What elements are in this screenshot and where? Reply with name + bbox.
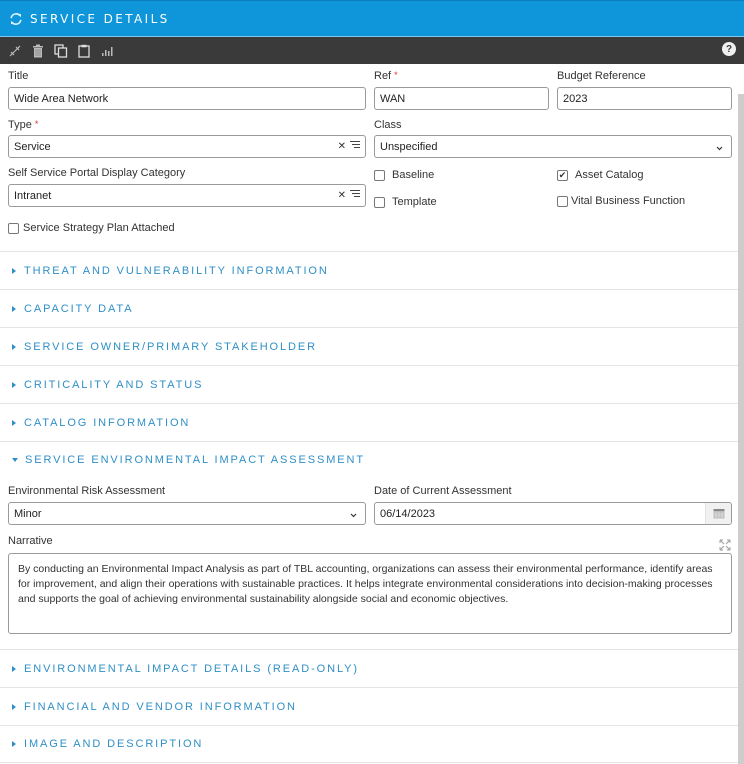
section-image-description[interactable] (0, 725, 738, 763)
section-label: CRITICALITY AND STATUS (24, 378, 204, 391)
checkbox-box[interactable] (557, 196, 568, 207)
vertical-scrollbar[interactable] (738, 94, 744, 764)
budget-reference-value: 2023 (563, 92, 588, 105)
required-marker: * (34, 119, 39, 129)
risk-assessment-select[interactable] (8, 502, 366, 525)
bar-chart-icon[interactable] (99, 43, 115, 59)
caret-right-icon (12, 306, 16, 312)
vital-business-function-checkbox[interactable] (557, 195, 685, 207)
type-value: Service (14, 140, 51, 153)
section-label: CATALOG INFORMATION (24, 416, 191, 429)
section-label: FINANCIAL AND VENDOR INFORMATION (24, 700, 297, 713)
copy-icon[interactable] (53, 43, 69, 59)
portal-category-value: Intranet (14, 189, 52, 202)
baseline-label: Baseline (392, 169, 435, 181)
chevron-down-icon (716, 143, 723, 154)
section-label: ENVIRONMENTAL IMPACT DETAILS (READ-ONLY) (24, 662, 359, 675)
risk-assessment-label: Environmental Risk Assessment (8, 485, 166, 497)
window-title: SERVICE DETAILS (30, 11, 170, 26)
ref-label (374, 70, 398, 82)
window-title-bar (0, 0, 744, 36)
class-select[interactable] (374, 135, 732, 158)
caret-right-icon (12, 344, 16, 350)
required-marker: * (394, 70, 398, 80)
section-financial-vendor[interactable] (0, 687, 738, 725)
expand-icon[interactable] (719, 536, 731, 548)
section-catalog-information[interactable] (0, 403, 738, 441)
form-content (0, 64, 738, 764)
type-label-text: Type (8, 119, 32, 131)
checkbox-box[interactable] (374, 170, 385, 181)
budget-reference-label: Budget Reference (557, 70, 646, 82)
title-label: Title (8, 70, 29, 82)
list-icon[interactable] (350, 189, 360, 201)
list-icon[interactable] (350, 140, 360, 152)
help-icon[interactable]: ? (722, 42, 736, 56)
risk-assessment-value: Minor (14, 507, 42, 520)
section-criticality-status[interactable] (0, 365, 738, 403)
refresh-icon[interactable] (9, 12, 23, 26)
section-label: THREAT AND VULNERABILITY INFORMATION (24, 264, 329, 277)
unlink-icon[interactable] (7, 43, 23, 59)
caret-right-icon (12, 704, 16, 710)
clear-icon[interactable]: ✕ (337, 140, 346, 152)
caret-right-icon (12, 741, 16, 747)
portal-category-label: Self Service Portal Display Category (8, 167, 186, 179)
section-environmental-impact-assessment[interactable] (0, 441, 738, 477)
type-label (8, 119, 38, 131)
section-capacity-data[interactable] (0, 289, 738, 327)
clipboard-icon[interactable] (76, 43, 92, 59)
type-lookup[interactable] (8, 135, 366, 158)
date-assessment-label: Date of Current Assessment (374, 485, 512, 497)
strategy-plan-checkbox[interactable] (8, 222, 175, 234)
section-threat-vulnerability[interactable] (0, 251, 738, 289)
section-label: IMAGE AND DESCRIPTION (24, 738, 204, 750)
strategy-plan-label: Service Strategy Plan Attached (23, 222, 175, 234)
asset-catalog-label: Asset Catalog (575, 169, 644, 181)
ref-value: WAN (380, 92, 406, 105)
portal-category-lookup[interactable] (8, 184, 366, 207)
caret-right-icon (12, 268, 16, 274)
section-label: SERVICE OWNER/PRIMARY STAKEHOLDER (24, 340, 317, 353)
caret-right-icon (12, 420, 16, 426)
caret-right-icon (12, 382, 16, 388)
date-assessment-value: 06/14/2023 (380, 507, 436, 520)
ref-label-text: Ref (374, 70, 392, 82)
chevron-down-icon (350, 510, 357, 521)
checkbox-box[interactable] (8, 223, 19, 234)
template-label: Template (392, 196, 437, 208)
class-label: Class (374, 119, 402, 131)
date-assessment-input[interactable] (374, 502, 732, 525)
section-label: SERVICE ENVIRONMENTAL IMPACT ASSESSMENT (25, 453, 365, 466)
baseline-checkbox[interactable] (374, 169, 434, 181)
caret-down-icon (12, 458, 18, 462)
vital-business-function-label: Vital Business Function (571, 195, 686, 207)
caret-right-icon (12, 666, 16, 672)
narrative-textarea[interactable]: By conducting an Environmental Impact Analysis as part of TBL accounting, organizations can assess their environmental performance, identify areas for improvement, and align their operations with sustainable practices. It helps integrate environmental considerations into decision-making processes and supports the goal of achieving environmental sustainability alongside social and economic objectives. (8, 553, 732, 634)
template-checkbox[interactable] (374, 196, 437, 208)
class-value: Unspecified (380, 140, 438, 153)
narrative-label: Narrative (8, 535, 53, 547)
clear-icon[interactable]: ✕ (337, 189, 346, 201)
checkbox-box[interactable] (374, 197, 385, 208)
title-input[interactable] (8, 87, 366, 110)
asset-catalog-checkbox[interactable] (557, 169, 643, 181)
calendar-icon[interactable] (705, 503, 731, 524)
title-value: Wide Area Network (14, 92, 109, 105)
toolbar (0, 36, 744, 64)
section-environmental-impact-details[interactable] (0, 649, 738, 687)
section-service-owner[interactable] (0, 327, 738, 365)
section-label: CAPACITY DATA (24, 302, 134, 315)
ref-input[interactable] (374, 87, 549, 110)
trash-icon[interactable] (30, 43, 46, 59)
budget-reference-input[interactable] (557, 87, 732, 110)
checkbox-box[interactable]: ✔ (558, 169, 567, 180)
